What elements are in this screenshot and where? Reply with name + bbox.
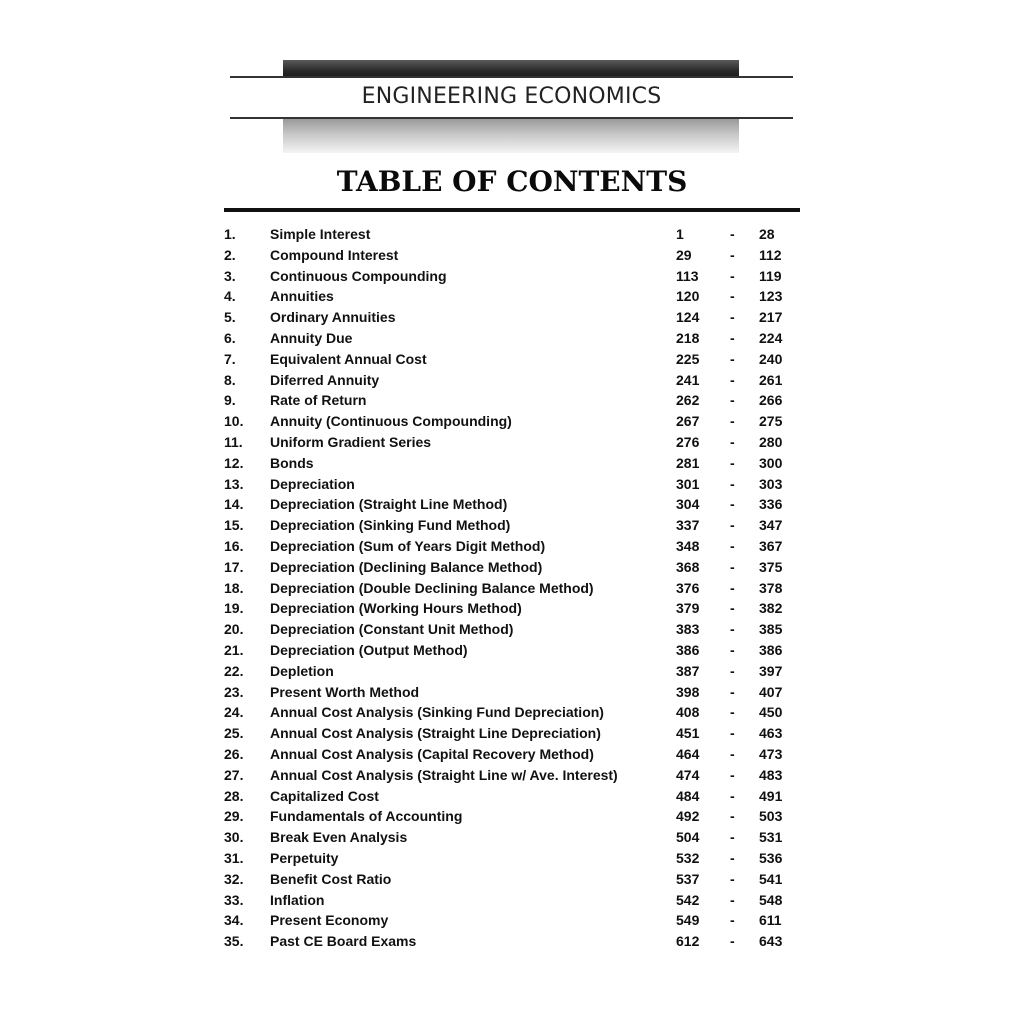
toc-entry <box>224 869 800 890</box>
toc-entry-start-page: 124 <box>676 309 700 326</box>
toc-entry <box>224 370 800 391</box>
toc-entry <box>224 349 800 370</box>
toc-entry-start-page: 504 <box>676 829 700 846</box>
header-rule-top <box>230 76 793 78</box>
toc-entry-separator: - <box>730 329 735 346</box>
toc-entry-end-page: 536 <box>759 849 783 866</box>
toc-entry <box>224 661 800 682</box>
toc-entry-title: Present Economy <box>270 912 389 929</box>
toc-entry-number: 25. <box>224 725 244 742</box>
toc-entry-start-page: 218 <box>676 329 700 346</box>
toc-entry-title: Benefit Cost Ratio <box>270 870 392 887</box>
toc-entry-start-page: 120 <box>676 288 700 305</box>
toc-entry <box>224 598 800 619</box>
toc-entry-end-page: 347 <box>759 517 783 534</box>
toc-entry-number: 10. <box>224 413 244 430</box>
toc-entry-number: 3. <box>224 267 236 284</box>
header-band-bottom <box>283 119 739 153</box>
toc-entry-number: 22. <box>224 662 244 679</box>
toc-entry-end-page: 541 <box>759 870 783 887</box>
toc-entry-number: 7. <box>224 350 236 367</box>
toc-entry-number: 35. <box>224 933 244 950</box>
toc-entry-end-page: 336 <box>759 496 783 513</box>
toc-entry-number: 6. <box>224 329 236 346</box>
toc-entry-start-page: 1 <box>676 226 684 242</box>
toc-entry-number: 32. <box>224 870 244 887</box>
toc-entry <box>224 619 800 640</box>
toc-entry-title: Break Even Analysis <box>270 829 408 846</box>
toc-entry-start-page: 549 <box>676 912 700 929</box>
toc-entry <box>224 245 800 266</box>
toc-entry-start-page: 386 <box>676 641 700 658</box>
toc-entry-number: 16. <box>224 537 244 554</box>
toc-entry-end-page: 123 <box>759 288 783 305</box>
toc-entry-end-page: 217 <box>759 309 783 326</box>
toc-entry-start-page: 337 <box>676 517 700 534</box>
toc-entry <box>224 640 800 661</box>
toc-entry-end-page: 503 <box>759 808 783 825</box>
toc-entry-start-page: 301 <box>676 475 700 492</box>
toc-entry-separator: - <box>730 537 735 554</box>
toc-entry-separator: - <box>730 226 735 242</box>
toc-entry <box>224 328 800 349</box>
toc-entry-title: Past CE Board Exams <box>270 933 417 950</box>
toc-entry-separator: - <box>730 267 735 284</box>
toc-entry-end-page: 119 <box>759 267 782 284</box>
toc-entry-number: 17. <box>224 558 244 575</box>
toc-entry-start-page: 464 <box>676 745 700 762</box>
toc-entry <box>224 307 800 328</box>
toc-entry-end-page: 275 <box>759 413 783 430</box>
toc-entry-end-page: 491 <box>759 787 783 804</box>
toc-entry-separator: - <box>730 829 735 846</box>
toc-entry-separator: - <box>730 683 735 700</box>
toc-entry-separator: - <box>730 912 735 929</box>
toc-entry <box>224 827 800 848</box>
toc-entry <box>224 848 800 869</box>
toc-entry-title: Capitalized Cost <box>270 787 379 804</box>
toc-entry-number: 1. <box>224 226 236 242</box>
toc-entry <box>224 536 800 557</box>
toc-entry-title: Inflation <box>270 891 325 908</box>
toc-entry-number: 26. <box>224 745 244 762</box>
toc-entry-end-page: 397 <box>759 662 783 679</box>
toc-entry-start-page: 387 <box>676 662 700 679</box>
toc-entry-end-page: 548 <box>759 891 783 908</box>
toc-entry-separator: - <box>730 621 735 638</box>
toc-entry-number: 21. <box>224 641 244 658</box>
toc-entry-start-page: 262 <box>676 392 700 409</box>
toc-entry-title: Annual Cost Analysis (Capital Recovery Method) <box>270 745 594 762</box>
toc-entry <box>224 806 800 827</box>
toc-entry-start-page: 267 <box>676 413 700 430</box>
book-title: ENGINEERING ECONOMICS <box>361 84 662 109</box>
toc-entry <box>224 578 800 599</box>
toc-entry-separator: - <box>730 558 735 575</box>
toc-entry-title: Continuous Compounding <box>270 267 447 284</box>
toc-entry-separator: - <box>730 413 735 430</box>
toc-entry-start-page: 451 <box>676 725 700 742</box>
toc-entry-separator: - <box>730 288 735 305</box>
toc-entry-number: 8. <box>224 371 236 388</box>
toc-entry-title: Depreciation <box>270 475 355 492</box>
toc-entry-title: Annuity (Continuous Compounding) <box>270 413 512 430</box>
toc-entry-separator: - <box>730 392 735 409</box>
toc-entry <box>224 266 800 287</box>
toc-entry-title: Equivalent Annual Cost <box>270 350 427 367</box>
toc-entry <box>224 411 800 432</box>
toc-entry-title: Diferred Annuity <box>270 371 380 388</box>
toc-entry-number: 15. <box>224 517 244 534</box>
toc-entry-end-page: 531 <box>759 829 783 846</box>
toc-entry-separator: - <box>730 350 735 367</box>
toc-entry-number: 23. <box>224 683 244 700</box>
toc-entry-start-page: 281 <box>676 454 700 471</box>
toc-entry-title: Depreciation (Double Declining Balance Method) <box>270 579 594 596</box>
toc-entry-end-page: 382 <box>759 600 783 617</box>
toc-entry-number: 5. <box>224 309 236 326</box>
toc-entry-separator: - <box>730 662 735 679</box>
toc-entry-title: Bonds <box>270 454 314 471</box>
toc-entry-end-page: 240 <box>759 350 783 367</box>
toc-entry-title: Annuity Due <box>270 329 353 346</box>
toc-entry-number: 27. <box>224 766 244 783</box>
toc-entry-end-page: 224 <box>759 329 783 346</box>
toc-entry-end-page: 463 <box>759 725 783 742</box>
toc-entry-end-page: 261 <box>759 371 783 388</box>
toc-entry-title: Perpetuity <box>270 849 339 866</box>
toc-entry-number: 12. <box>224 454 244 471</box>
toc-entry-end-page: 303 <box>759 475 783 492</box>
toc-entry <box>224 786 800 807</box>
toc-entry-start-page: 383 <box>676 621 700 638</box>
toc-entry-end-page: 378 <box>759 579 783 596</box>
toc-entry-end-page: 280 <box>759 433 783 450</box>
toc-entry-end-page: 483 <box>759 766 783 783</box>
toc-entry-end-page: 643 <box>759 933 783 950</box>
toc-entry-end-page: 375 <box>759 558 783 575</box>
toc-entry-title: Depreciation (Declining Balance Method) <box>270 558 543 575</box>
toc-entry <box>224 390 800 411</box>
toc-entry-title: Depreciation (Straight Line Method) <box>270 496 508 513</box>
toc-entry-title: Rate of Return <box>270 392 367 409</box>
toc-entry-title: Annual Cost Analysis (Sinking Fund Depreciation) <box>270 704 604 721</box>
toc-entry-separator: - <box>730 787 735 804</box>
toc-entry-start-page: 348 <box>676 537 700 554</box>
toc-entry-title: Fundamentals of Accounting <box>270 808 463 825</box>
toc-entry-separator: - <box>730 433 735 450</box>
toc-entry <box>224 286 800 307</box>
toc-entry-number: 19. <box>224 600 244 617</box>
toc-entry-end-page: 407 <box>759 683 783 700</box>
toc-entry-number: 34. <box>224 912 244 929</box>
toc-list <box>224 224 800 952</box>
toc-entry-start-page: 492 <box>676 808 700 825</box>
toc-entry <box>224 744 800 765</box>
toc-entry-start-page: 113 <box>676 267 699 284</box>
toc-entry-separator: - <box>730 808 735 825</box>
toc-entry-start-page: 474 <box>676 766 700 783</box>
toc-entry-start-page: 398 <box>676 683 700 700</box>
toc-entry-title: Simple Interest <box>270 226 371 242</box>
toc-entry <box>224 910 800 931</box>
toc-entry-title: Ordinary Annuities <box>270 309 396 326</box>
toc-entry <box>224 515 800 536</box>
toc-entry-separator: - <box>730 600 735 617</box>
toc-entry-title: Depreciation (Constant Unit Method) <box>270 621 514 638</box>
toc-entry-title: Annual Cost Analysis (Straight Line w/ Ave. Interest) <box>270 766 618 783</box>
toc-entry <box>224 931 800 952</box>
toc-entry <box>224 765 800 786</box>
toc-entry-number: 28. <box>224 787 244 804</box>
toc-entry <box>224 682 800 703</box>
toc-entry-number: 11. <box>224 433 243 450</box>
toc-entry <box>224 224 800 245</box>
toc-entry-start-page: 532 <box>676 849 700 866</box>
toc-entry-separator: - <box>730 641 735 658</box>
toc-entry-separator: - <box>730 517 735 534</box>
toc-entry-separator: - <box>730 933 735 950</box>
toc-entry-number: 2. <box>224 246 236 263</box>
toc-entry-start-page: 484 <box>676 787 700 804</box>
toc-entry-number: 18. <box>224 579 244 596</box>
toc-entry-start-page: 612 <box>676 933 700 950</box>
toc-entry-separator: - <box>730 766 735 783</box>
toc-entry-separator: - <box>730 309 735 326</box>
toc-entry <box>224 453 800 474</box>
toc-entry-title: Depreciation (Output Method) <box>270 641 468 658</box>
toc-entry-separator: - <box>730 870 735 887</box>
toc-entry-separator: - <box>730 475 735 492</box>
toc-entry-end-page: 611 <box>759 912 782 929</box>
toc-entry-start-page: 304 <box>676 496 700 513</box>
toc-heading-rule <box>224 208 800 212</box>
toc-entry-end-page: 266 <box>759 392 783 409</box>
toc-entry-end-page: 112 <box>759 246 782 263</box>
toc-entry-end-page: 300 <box>759 454 783 471</box>
toc-entry <box>224 557 800 578</box>
toc-entry-start-page: 368 <box>676 558 700 575</box>
toc-entry-separator: - <box>730 246 735 263</box>
toc-entry-number: 4. <box>224 288 236 305</box>
toc-entry-start-page: 29 <box>676 246 692 263</box>
toc-entry-number: 14. <box>224 496 244 513</box>
toc-entry-title: Annuities <box>270 288 334 305</box>
toc-entry-separator: - <box>730 891 735 908</box>
toc-entry-number: 33. <box>224 891 244 908</box>
toc-entry <box>224 474 800 495</box>
toc-entry-end-page: 367 <box>759 537 783 554</box>
toc-entry-number: 9. <box>224 392 236 409</box>
toc-entry-title: Depreciation (Sinking Fund Method) <box>270 517 511 534</box>
toc-entry <box>224 432 800 453</box>
toc-entry-start-page: 241 <box>676 371 700 388</box>
toc-entry-separator: - <box>730 849 735 866</box>
toc-entry <box>224 702 800 723</box>
toc-entry-number: 20. <box>224 621 244 638</box>
toc-entry-separator: - <box>730 496 735 513</box>
toc-entry-end-page: 473 <box>759 745 783 762</box>
toc-entry-number: 13. <box>224 475 244 492</box>
toc-entry-title: Compound Interest <box>270 246 399 263</box>
toc-entry-number: 30. <box>224 829 244 846</box>
toc-entry-separator: - <box>730 745 735 762</box>
toc-entry-start-page: 225 <box>676 350 700 367</box>
toc-entry-start-page: 379 <box>676 600 700 617</box>
toc-entry-end-page: 450 <box>759 704 783 721</box>
toc-entry-start-page: 408 <box>676 704 700 721</box>
toc-entry-number: 29. <box>224 808 244 825</box>
toc-entry-title: Uniform Gradient Series <box>270 433 432 450</box>
toc-entry-separator: - <box>730 454 735 471</box>
toc-entry-number: 31. <box>224 849 244 866</box>
toc-entry <box>224 723 800 744</box>
toc-entry-end-page: 28 <box>759 226 775 242</box>
toc-entry-start-page: 537 <box>676 870 700 887</box>
toc-entry-title: Depreciation (Sum of Years Digit Method) <box>270 537 546 554</box>
toc-entry-separator: - <box>730 704 735 721</box>
toc-entry-title: Present Worth Method <box>270 683 420 700</box>
toc-entry-separator: - <box>730 579 735 596</box>
toc-entry-title: Depreciation (Working Hours Method) <box>270 600 522 617</box>
toc-entry-title: Depletion <box>270 662 334 679</box>
toc-entry-separator: - <box>730 371 735 388</box>
toc-entry-start-page: 376 <box>676 579 700 596</box>
toc-entry-end-page: 386 <box>759 641 783 658</box>
toc-entry-title: Annual Cost Analysis (Straight Line Depreciation) <box>270 725 601 742</box>
toc-entry-number: 24. <box>224 704 244 721</box>
toc-entry-start-page: 276 <box>676 433 700 450</box>
toc-entry-end-page: 385 <box>759 621 783 638</box>
toc-entry-separator: - <box>730 725 735 742</box>
toc-entry <box>224 890 800 911</box>
toc-entry-start-page: 542 <box>676 891 700 908</box>
toc-entry <box>224 494 800 515</box>
toc-heading: TABLE OF CONTENTS <box>336 165 688 198</box>
